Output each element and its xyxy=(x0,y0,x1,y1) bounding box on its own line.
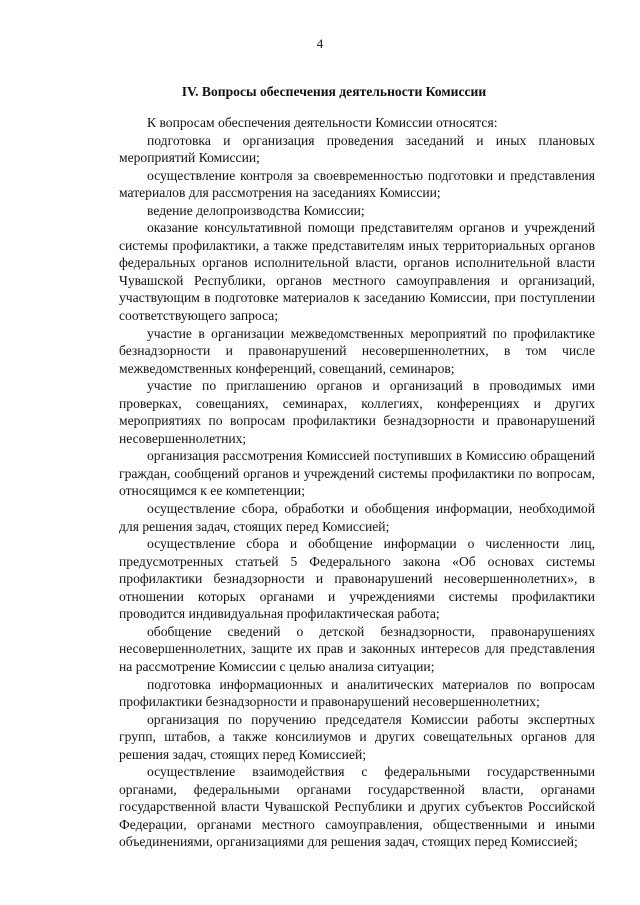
paragraph: осуществление сбора, обработки и обобщения информации, необходимой для решения задач, стоящих перед Комиссией; xyxy=(119,501,595,534)
paragraph: участие в организации межведомственных мероприятий по профилактике безнадзорности и правонарушений несовершеннолетних, в том числе межведомственных конференций, совещаний, семинаров; xyxy=(119,325,595,376)
paragraph: осуществление взаимодействия с федеральными государственными органами, федеральными органами государственной власти, органами государственной власти Чувашской Республики и других субъектов Российской Федерации, органами местного самоуправления, общественными и иными объединениями, организациями для решения задач, стоящих перед Комиссией; xyxy=(119,764,595,850)
paragraph: участие по приглашению органов и организаций в проводимых ими проверках, совещаниях, семинарах, коллегиях, конференциях и других мероприятиях по вопросам профилактики безнадзорности и правонарушений несовершеннолетних; xyxy=(119,378,595,446)
paragraph-intro: К вопросам обеспечения деятельности Комиссии относятся: xyxy=(147,115,498,130)
paragraph: обобщение сведений о детской безнадзорности, правонарушениях несовершеннолетних, защите их прав и законных интересов для представления на рассмотрение Комиссии с целью анализа ситуации; xyxy=(119,623,595,674)
paragraph: осуществление сбора и обобщение информации о численности лиц, предусмотренных статьей 5 Федерального закона «Об основах системы профилактики безнадзорности и правонарушений несовершеннолетних», в отношении которых органами и учреждениями системы профилактики проводится индивидуальная профилактическая работа; xyxy=(119,536,595,622)
paragraph: ведение делопроизводства Комиссии; xyxy=(147,202,365,218)
section-title: IV. Вопросы обеспечения деятельности Комиссии xyxy=(181,84,487,99)
paragraph: организация по поручению председателя Комиссии работы экспертных групп, штабов, а также консилиумов и других совещательных органов для решения задач, стоящих перед Комиссией; xyxy=(119,711,595,762)
paragraph: оказание консультативной помощи представителям органов и учреждений системы профилактики, а также представителям иных территориальных органов федеральных органов исполнительной власти, органов исполнительной власти Чувашской Республики, органов местного самоуправления и организаций, участвующим в подготовке материалов к заседанию Комиссии, при поступлении соответствующего запроса; xyxy=(119,220,595,324)
paragraph: подготовка и организация проведения заседаний и иных плановых мероприятий Комиссии; xyxy=(119,132,595,166)
paragraph: организация рассмотрения Комиссией поступивших в Комиссию обращений граждан, сообщений органов и учреждений системы профилактики по вопросам, относящимся к ее компетенции; xyxy=(119,448,595,499)
page-number: 4 xyxy=(316,36,324,51)
body-text xyxy=(119,114,595,851)
paragraph: осуществление контроля за своевременностью подготовки и представления материалов для рассмотрения на заседаниях Комиссии; xyxy=(119,167,595,201)
paragraph: подготовка информационных и аналитических материалов по вопросам профилактики безнадзорности и правонарушений несовершеннолетних; xyxy=(119,676,595,710)
